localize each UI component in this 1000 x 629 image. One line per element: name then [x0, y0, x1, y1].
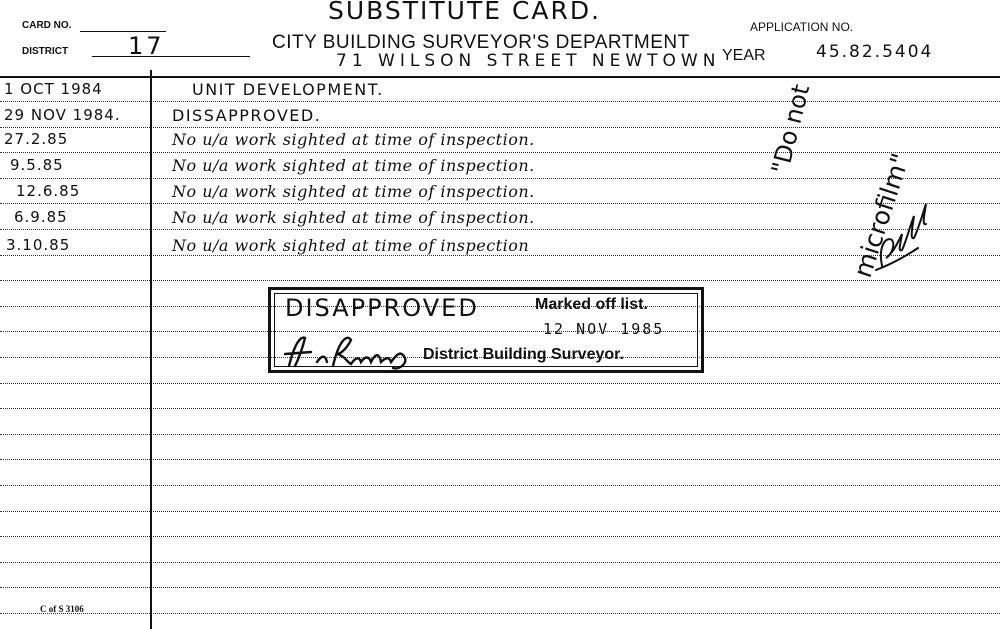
entry-text: DISSAPPROVED.: [172, 106, 322, 125]
stamp-date: 12 NOV 1985: [543, 320, 665, 338]
entry-text: No u/a work sighted at time of inspection.: [172, 208, 535, 227]
surveyor-signature: [281, 332, 417, 370]
department-title: CITY BUILDING SURVEYOR'S DEPARTMENT: [272, 32, 690, 53]
entry-text: No u/a work sighted at time of inspection.: [172, 156, 535, 175]
application-no-value: 45.82.5404: [816, 42, 934, 62]
initials-scribble: [872, 186, 932, 276]
microfilm-note: microfilm": [848, 149, 916, 281]
date-column-divider: [150, 70, 152, 629]
disapproved-stamp: [268, 287, 704, 373]
district-label: DISTRICT: [22, 46, 69, 57]
card-title: SUBSTITUTE CARD.: [328, 0, 602, 25]
address: 71 WILSON STREET NEWTOWN: [336, 51, 721, 71]
do-not-note: "Do not: [766, 81, 816, 177]
entry-text: UNIT DEVELOPMENT.: [192, 80, 384, 99]
stamp-marked-off: Marked off list.: [535, 296, 648, 313]
entry-text: No u/a work sighted at time of inspection: [172, 236, 530, 255]
entry-date: 9.5.85: [10, 156, 64, 174]
entry-date: 3.10.85: [6, 236, 71, 254]
application-no-label: APPLICATION NO.: [750, 20, 854, 34]
stamp-status: DISAPPROVED: [285, 294, 479, 322]
entry-date: 27.2.85: [4, 130, 69, 148]
entry-date: 6.9.85: [14, 208, 68, 226]
district-value: 17: [128, 32, 165, 60]
entry-date: 1 OCT 1984: [4, 80, 103, 98]
year-label: YEAR: [722, 47, 766, 64]
stamp-surveyor: District Building Surveyor.: [423, 346, 624, 363]
entry-date: 12.6.85: [16, 182, 81, 200]
entry-text: No u/a work sighted at time of inspection.: [172, 182, 535, 201]
district-line: [92, 56, 250, 57]
entry-date: 29 NOV 1984.: [4, 106, 121, 124]
form-code: C of S 3106: [40, 604, 84, 614]
entry-text: No u/a work sighted at time of inspection.: [172, 130, 535, 149]
card-no-label: CARD NO.: [22, 20, 72, 31]
